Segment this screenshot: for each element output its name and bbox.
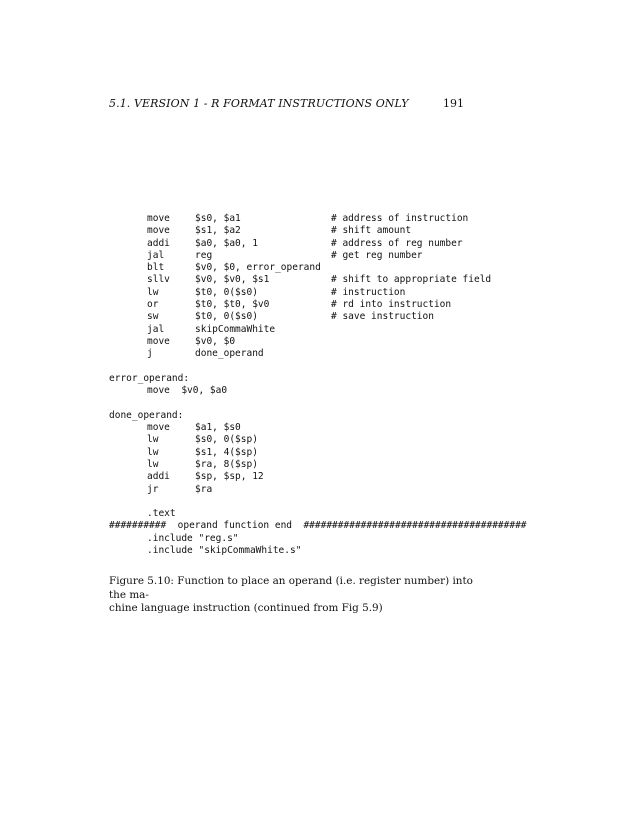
code-instruction: move $v0, $a0: [147, 385, 228, 397]
code-args: $t0, 0($s0): [195, 286, 258, 298]
code-listing: [109, 213, 527, 557]
code-label-done-operand: done_operand:: [109, 409, 184, 421]
code-label-error-operand: error_operand:: [109, 372, 190, 384]
code-op: move: [147, 225, 170, 237]
code-op: move: [147, 213, 170, 224]
code-line: [109, 213, 469, 225]
code-op: addi: [147, 471, 170, 483]
code-args: $s1, $a2: [195, 225, 241, 237]
code-comment: # get reg number: [331, 249, 423, 261]
code-op: addi: [147, 237, 170, 249]
code-args: done_operand: [195, 348, 264, 360]
code-op: j: [147, 348, 153, 360]
include-directive: .include "reg.s": [147, 532, 239, 544]
code-args: $s0, 0($sp): [195, 434, 258, 446]
code-args: $ra: [195, 483, 213, 495]
caption-line-2: chine language instruction (continued from Fig 5.9): [109, 602, 383, 614]
text-directive: .text: [147, 508, 176, 520]
code-line: [109, 545, 302, 557]
blank-line: [109, 496, 132, 508]
code-op: move: [147, 335, 170, 347]
code-comment: # address of instruction: [331, 213, 469, 224]
code-comment: # rd into instruction: [331, 299, 452, 311]
banner-comment: ########## operand function end #######################################: [109, 520, 527, 532]
caption-line-1: Figure 5.10: Function to place an operand (i.e. register number) into the ma-: [109, 575, 473, 601]
code-line: [109, 348, 264, 360]
include-directive: .include "skipCommaWhite.s": [147, 545, 302, 557]
code-comment: # address of reg number: [331, 237, 463, 249]
code-comment: # shift amount: [331, 225, 412, 237]
code-args: $v0, $v0, $s1: [195, 274, 270, 286]
code-line: [109, 532, 239, 545]
code-line: [109, 385, 228, 397]
code-op: lw: [147, 434, 159, 446]
code-args: $sp, $sp, 12: [195, 471, 264, 483]
code-line: [109, 237, 463, 250]
code-line: [109, 286, 406, 299]
code-op: jr: [147, 483, 159, 495]
code-line: [109, 335, 236, 348]
code-line: [109, 446, 258, 459]
code-line: [109, 311, 434, 323]
code-op: move: [147, 422, 170, 434]
code-args: skipCommaWhite: [195, 323, 276, 335]
code-line: [109, 422, 241, 434]
code-line: [109, 508, 176, 520]
code-op: lw: [147, 286, 159, 298]
code-args: $a0, $a0, 1: [195, 237, 258, 249]
code-label-line: [109, 409, 184, 422]
page-number: 191: [443, 97, 464, 110]
code-args: $s0, $a1: [195, 213, 241, 224]
code-args: $a1, $s0: [195, 422, 241, 434]
code-comment: # shift to appropriate field: [331, 274, 492, 286]
code-op: jal: [147, 249, 165, 261]
code-args: $v0, $0: [195, 335, 236, 347]
code-op: lw: [147, 446, 159, 458]
blank-line: [109, 397, 132, 409]
code-line: [109, 225, 412, 237]
code-line: [109, 323, 276, 336]
code-args: reg: [195, 249, 213, 261]
code-line: [109, 520, 527, 532]
code-args: $t0, $t0, $v0: [195, 299, 270, 311]
figure-caption: [109, 575, 479, 616]
code-args: $v0, $0, error_operand: [195, 262, 321, 274]
code-op: or: [147, 299, 159, 311]
code-args: $s1, 4($sp): [195, 446, 258, 458]
code-line: [109, 274, 492, 286]
code-line: [109, 249, 423, 262]
code-op: jal: [147, 323, 165, 335]
code-line: [109, 458, 258, 471]
code-line: [109, 299, 452, 311]
code-line: [109, 434, 258, 446]
code-line: [109, 483, 213, 496]
running-head: 5.1. VERSION 1 - R FORMAT INSTRUCTIONS ONLY: [109, 97, 409, 110]
code-op: sllv: [147, 274, 170, 286]
code-label-line: [109, 372, 190, 385]
code-comment: # save instruction: [331, 311, 434, 323]
code-line: [109, 262, 321, 274]
code-args: $ra, 8($sp): [195, 458, 258, 470]
blank-line: [109, 361, 132, 373]
code-op: lw: [147, 458, 159, 470]
code-op: blt: [147, 262, 165, 274]
code-op: sw: [147, 311, 159, 323]
code-comment: # instruction: [331, 286, 406, 298]
code-args: $t0, 0($s0): [195, 311, 258, 323]
code-line: [109, 471, 264, 483]
